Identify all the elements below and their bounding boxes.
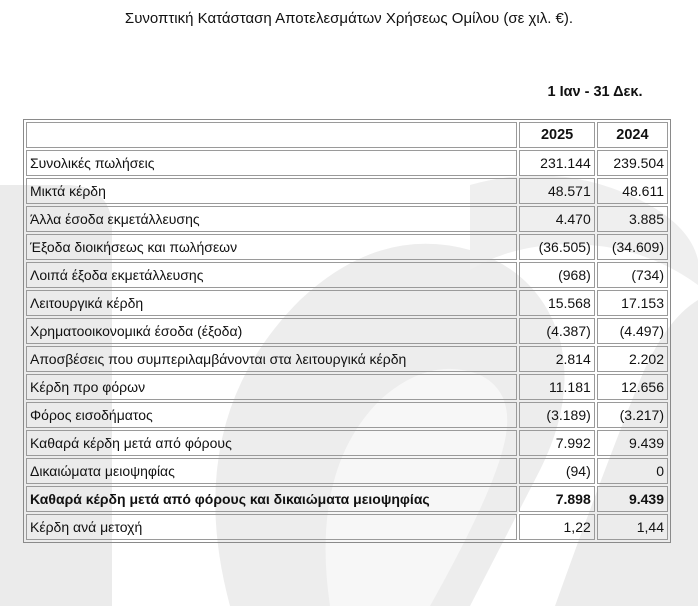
- table-row: [26, 374, 668, 400]
- table-row: [26, 206, 668, 232]
- row-label: Λοιπά έξοδα εκμετάλλευσης: [26, 262, 517, 288]
- value-2025: 7.898: [519, 486, 594, 512]
- value-2024: (4.497): [597, 318, 668, 344]
- header-row: [26, 122, 668, 148]
- table-row: [26, 514, 668, 540]
- value-2024: 239.504: [597, 150, 668, 176]
- value-2024: 48.611: [597, 178, 668, 204]
- row-label: Αποσβέσεις που συμπεριλαμβάνονται στα λειτουργικά κέρδη: [26, 346, 517, 372]
- table-row: [26, 346, 668, 372]
- row-label: Κέρδη προ φόρων: [26, 374, 517, 400]
- period-header: 1 Ιαν - 31 Δεκ.: [547, 84, 643, 100]
- table-row: [26, 178, 668, 204]
- value-2024: 1,44: [597, 514, 668, 540]
- table-row: [26, 430, 668, 456]
- row-label: Άλλα έσοδα εκμετάλλευσης: [26, 206, 517, 232]
- table-row: [26, 150, 668, 176]
- value-2025: 4.470: [519, 206, 594, 232]
- header-blank-cell: [26, 122, 517, 148]
- value-2024: 9.439: [597, 486, 668, 512]
- column-header-2024: 2024: [597, 122, 668, 148]
- value-2025: 48.571: [519, 178, 594, 204]
- value-2024: 2.202: [597, 346, 668, 372]
- income-statement-table: [23, 119, 671, 543]
- value-2025: (94): [519, 458, 594, 484]
- value-2025: 7.992: [519, 430, 594, 456]
- table-row: [26, 290, 668, 316]
- row-label: Μικτά κέρδη: [26, 178, 517, 204]
- value-2024: (3.217): [597, 402, 668, 428]
- table-row: [26, 234, 668, 260]
- value-2024: 17.153: [597, 290, 668, 316]
- value-2024: 9.439: [597, 430, 668, 456]
- row-label: Καθαρά κέρδη μετά από φόρους και δικαιώματα μειοψηφίας: [26, 486, 517, 512]
- table-row: [26, 458, 668, 484]
- value-2024: 12.656: [597, 374, 668, 400]
- table-row: [26, 318, 668, 344]
- row-label: Χρηματοοικονομικά έσοδα (έξοδα): [26, 318, 517, 344]
- value-2025: 11.181: [519, 374, 594, 400]
- value-2025: 231.144: [519, 150, 594, 176]
- value-2025: (36.505): [519, 234, 594, 260]
- column-header-2025: 2025: [519, 122, 594, 148]
- row-label: Συνολικές πωλήσεις: [26, 150, 517, 176]
- row-label: Καθαρά κέρδη μετά από φόρους: [26, 430, 517, 456]
- value-2025: 1,22: [519, 514, 594, 540]
- value-2024: (734): [597, 262, 668, 288]
- row-label: Κέρδη ανά μετοχή: [26, 514, 517, 540]
- value-2024: 0: [597, 458, 668, 484]
- value-2025: 15.568: [519, 290, 594, 316]
- row-label: Φόρος εισοδήματος: [26, 402, 517, 428]
- row-label: Λειτουργικά κέρδη: [26, 290, 517, 316]
- value-2025: (968): [519, 262, 594, 288]
- value-2024: (34.609): [597, 234, 668, 260]
- value-2025: 2.814: [519, 346, 594, 372]
- report-title: Συνοπτική Κατάσταση Αποτελεσμάτων Χρήσεως Ομίλου (σε χιλ. €).: [124, 10, 574, 27]
- table-row: [26, 262, 668, 288]
- table-row: [26, 402, 668, 428]
- value-2024: 3.885: [597, 206, 668, 232]
- total-row: [26, 486, 668, 512]
- row-label: Έξοδα διοικήσεως και πωλήσεων: [26, 234, 517, 260]
- value-2025: (3.189): [519, 402, 594, 428]
- value-2025: (4.387): [519, 318, 594, 344]
- row-label: Δικαιώματα μειοψηφίας: [26, 458, 517, 484]
